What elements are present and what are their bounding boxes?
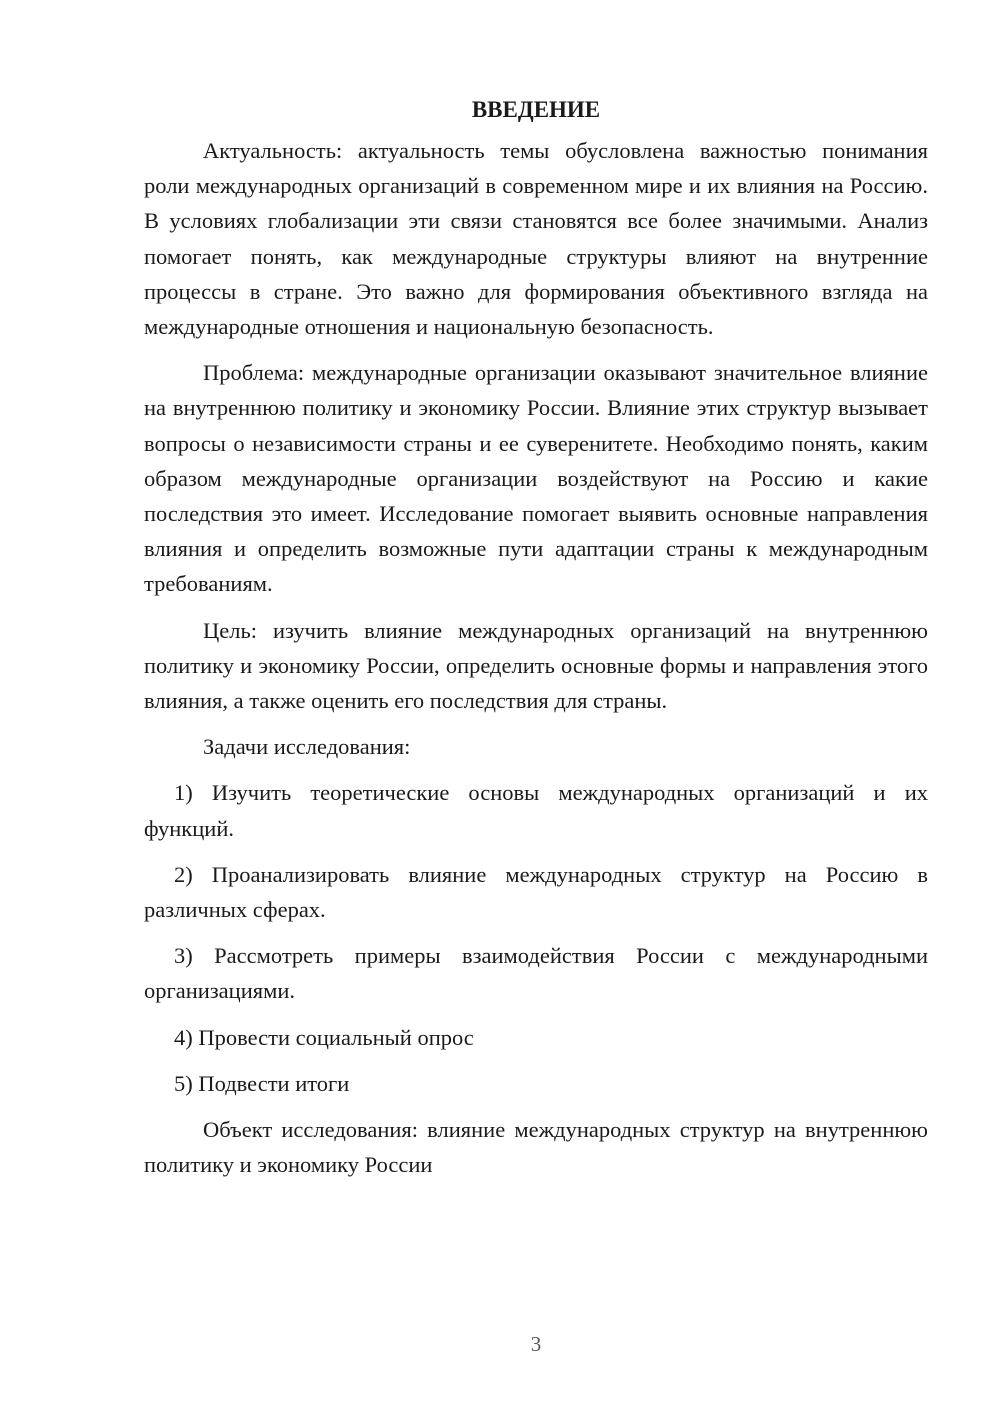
page-number: 3	[530, 1332, 542, 1356]
task-item: 4) Провести социальный опрос	[174, 1024, 474, 1050]
object-paragraph: Объект исследования: влияние международных структур на внутреннюю политику и экономику России	[144, 1117, 928, 1178]
tasks-heading: Задачи исследования:	[203, 734, 411, 760]
task-item: 3) Рассмотреть примеры взаимодействия России с международными организациями.	[144, 943, 928, 1004]
section-heading: ВВЕДЕНИЕ	[471, 97, 601, 122]
relevance-paragraph: Актуальность: актуальность темы обусловлена важностью понимания роли международных организаций в современном мире и их влияния на Россию. В условиях глобализации эти связи становятся все более значимыми. Анализ помогает понять, как международные структуры влияют на внутренние процессы в стране. Это важно для формирования объективного взгляда на международные отношения и национальную безопасность.	[144, 138, 928, 340]
task-item: 5) Подвести итоги	[174, 1070, 350, 1096]
document-page	[144, 92, 928, 1193]
problem-paragraph: Проблема: международные организации оказывают значительное влияние на внутреннюю политику и экономику России. Влияние этих структур вызывает вопросы о независимости страны и ее суверенитете. Необходимо понять, каким образом международные организации воздействуют на Россию и какие последствия это имеет. Исследование помогает выявить основные направления влияния и определить возможные пути адаптации страны к международным требованиям.	[144, 360, 928, 597]
goal-paragraph: Цель: изучить влияние международных организаций на внутреннюю политику и экономику России, определить основные формы и направления этого влияния, а также оценить его последствия для страны.	[144, 617, 928, 714]
task-item: 1) Изучить теоретические основы международных организаций и их функций.	[144, 780, 928, 841]
task-item: 2) Проанализировать влияние международных структур на Россию в различных сферах.	[144, 861, 928, 923]
